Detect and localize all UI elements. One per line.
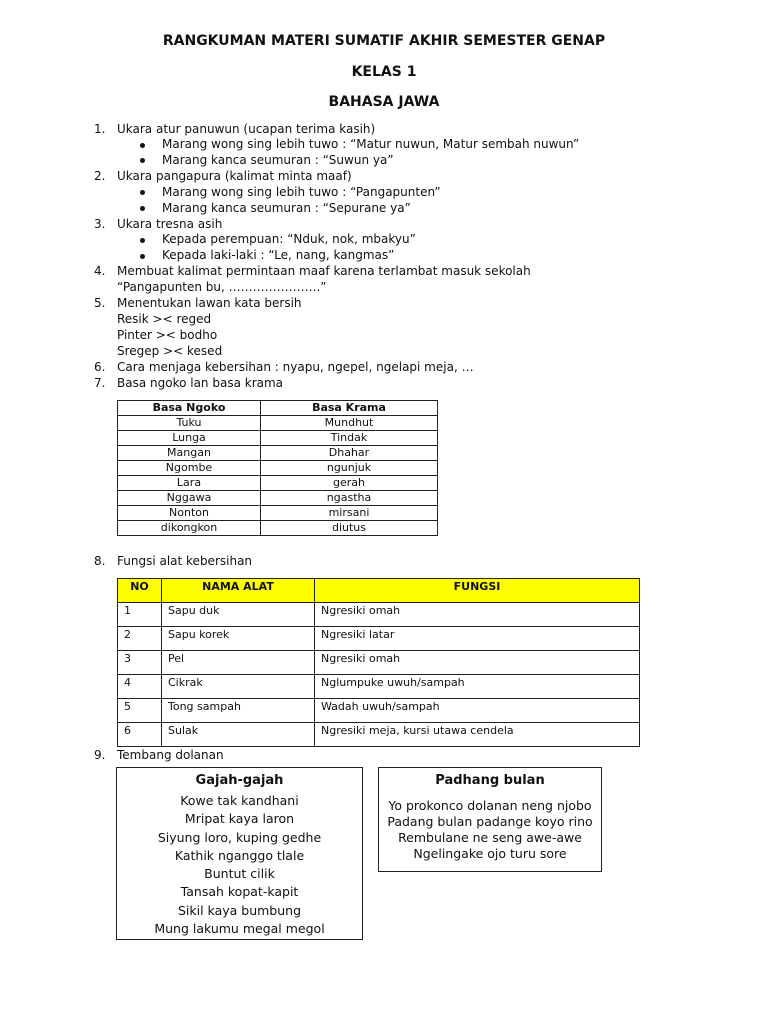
table-cell: 6	[118, 723, 162, 747]
table-cell: Nglumpuke uwuh/sampah	[315, 675, 640, 699]
table-cell: Wadah uwuh/sampah	[315, 699, 640, 723]
table-cell: Nonton	[118, 506, 261, 521]
table-header-row	[118, 401, 438, 416]
table-row	[118, 651, 640, 675]
table-cell: Sapu duk	[162, 603, 315, 627]
column-header: Basa Ngoko	[118, 401, 261, 416]
list-text: Fungsi alat kebersihan	[117, 554, 253, 568]
bullet-item: Kepada perempuan: “Nduk, nok, mbakyu”	[162, 232, 416, 246]
bullet-icon	[140, 254, 145, 259]
table-cell: ngastha	[261, 491, 438, 506]
song-box-padhang-bulan	[378, 767, 602, 872]
table-cell: 4	[118, 675, 162, 699]
table-cell: Lara	[118, 476, 261, 491]
table-cell: diutus	[261, 521, 438, 536]
song-lyrics	[379, 798, 601, 862]
table-cell: Tuku	[118, 416, 261, 431]
table-row	[118, 699, 640, 723]
table-cell: Cikrak	[162, 675, 315, 699]
table-row	[118, 476, 438, 491]
table-row	[118, 506, 438, 521]
list-text: Ukara atur panuwun (ucapan terima kasih)	[117, 122, 376, 136]
class-heading: KELAS 1	[351, 64, 417, 80]
table-cell: Tong sampah	[162, 699, 315, 723]
table-row	[118, 723, 640, 747]
table-row	[118, 521, 438, 536]
list-extra-line: Resik >< reged	[117, 312, 212, 326]
song-line: Mripat kaya laron	[184, 811, 295, 827]
document-title: RANGKUMAN MATERI SUMATIF AKHIR SEMESTER GENAP	[162, 33, 606, 49]
list-number: 7.	[94, 376, 106, 390]
song-lyrics	[117, 792, 362, 938]
song-line: Padang bulan padange koyo rino	[387, 814, 593, 829]
bullet-icon	[140, 143, 145, 148]
bullet-item: Marang kanca seumuran : “Sepurane ya”	[162, 201, 411, 215]
list-number: 5.	[94, 296, 106, 310]
song-line: Buntut cilik	[204, 866, 275, 882]
subject-heading: BAHASA JAWA	[328, 94, 440, 110]
song-line: Kowe tak kandhani	[180, 793, 299, 808]
list-text: Cara menjaga kebersihan : nyapu, ngepel, ngelapi meja, …	[117, 360, 474, 374]
table-cell: Sapu korek	[162, 627, 315, 651]
list-text: Tembang dolanan	[117, 748, 224, 762]
table-cell: Sulak	[162, 723, 315, 747]
krama-table	[117, 400, 438, 536]
bullet-item: Marang wong sing lebih tuwo : “Matur nuwun, Matur sembah nuwun”	[162, 137, 580, 151]
table-cell: Mangan	[118, 446, 261, 461]
list-number: 4.	[94, 264, 106, 278]
table-cell: mirsani	[261, 506, 438, 521]
table-cell: Pel	[162, 651, 315, 675]
table-cell: 1	[118, 603, 162, 627]
table-cell: gerah	[261, 476, 438, 491]
table-cell: Ngresiki omah	[315, 603, 640, 627]
column-header: NO	[118, 579, 162, 603]
table-cell: 5	[118, 699, 162, 723]
song-line: Siyung loro, kuping gedhe	[157, 829, 322, 845]
bullet-icon	[140, 206, 145, 211]
song-line: Rembulane ne seng awe-awe	[398, 830, 582, 845]
song-title: Gajah-gajah	[195, 773, 284, 788]
list-number: 1.	[94, 122, 106, 136]
bullet-item: Marang kanca seumuran : “Suwun ya”	[162, 153, 394, 167]
table-cell: Mundhut	[261, 416, 438, 431]
table-cell: 2	[118, 627, 162, 651]
list-number: 9.	[94, 748, 106, 762]
list-text: Menentukan lawan kata bersih	[117, 296, 302, 310]
table-cell: Ngresiki omah	[315, 651, 640, 675]
table-row	[118, 461, 438, 476]
column-header: Basa Krama	[261, 401, 438, 416]
bullet-icon	[140, 238, 145, 243]
bullet-item: Kepada laki-laki : “Le, nang, kangmas”	[162, 248, 395, 262]
list-text: Basa ngoko lan basa krama	[117, 376, 284, 390]
song-line: Mung lakumu megal megol	[154, 921, 325, 937]
table-cell: Nggawa	[118, 491, 261, 506]
column-header: NAMA ALAT	[162, 579, 315, 603]
table-row	[118, 446, 438, 461]
table-row	[118, 416, 438, 431]
table-cell: Dhahar	[261, 446, 438, 461]
list-number: 8.	[94, 554, 106, 568]
tools-table	[117, 578, 640, 747]
song-box-gajah	[116, 767, 363, 940]
list-number: 2.	[94, 169, 106, 183]
bullet-icon	[140, 158, 145, 163]
song-line: Sikil kaya bumbung	[177, 902, 302, 918]
table-cell: ngunjuk	[261, 461, 438, 476]
table-cell: Tindak	[261, 431, 438, 446]
song-line: Kathik nganggo tlale	[174, 847, 305, 863]
song-line: Tansah kopat-kapit	[180, 884, 299, 900]
column-header: FUNGSI	[315, 579, 640, 603]
table-row	[118, 675, 640, 699]
list-number: 3.	[94, 217, 106, 231]
list-extra-line: “Pangapunten bu, …………………..”	[117, 280, 327, 294]
table-row	[118, 491, 438, 506]
table-cell: Ngresiki meja, kursi utawa cendela	[315, 723, 640, 747]
bullet-icon	[140, 190, 145, 195]
list-text: Ukara pangapura (kalimat minta maaf)	[117, 169, 352, 183]
song-line: Yo prokonco dolanan neng njobo	[388, 798, 592, 813]
list-number: 6.	[94, 360, 106, 374]
list-extra-line: Sregep >< kesed	[117, 344, 223, 358]
table-cell: 3	[118, 651, 162, 675]
list-extra-line: Pinter >< bodho	[117, 328, 218, 342]
table-cell: dikongkon	[118, 521, 261, 536]
table-row	[118, 431, 438, 446]
table-row	[118, 627, 640, 651]
table-cell: Ngresiki latar	[315, 627, 640, 651]
song-line: Ngelingake ojo turu sore	[413, 846, 567, 861]
table-row	[118, 603, 640, 627]
table-cell: Ngombe	[118, 461, 261, 476]
table-header-row	[118, 579, 640, 603]
bullet-item: Marang wong sing lebih tuwo : “Pangapunten”	[162, 185, 441, 199]
table-cell: Lunga	[118, 431, 261, 446]
list-text: Membuat kalimat permintaan maaf karena terlambat masuk sekolah	[117, 264, 531, 278]
list-text: Ukara tresna asih	[117, 217, 223, 231]
song-title: Padhang bulan	[435, 773, 545, 788]
